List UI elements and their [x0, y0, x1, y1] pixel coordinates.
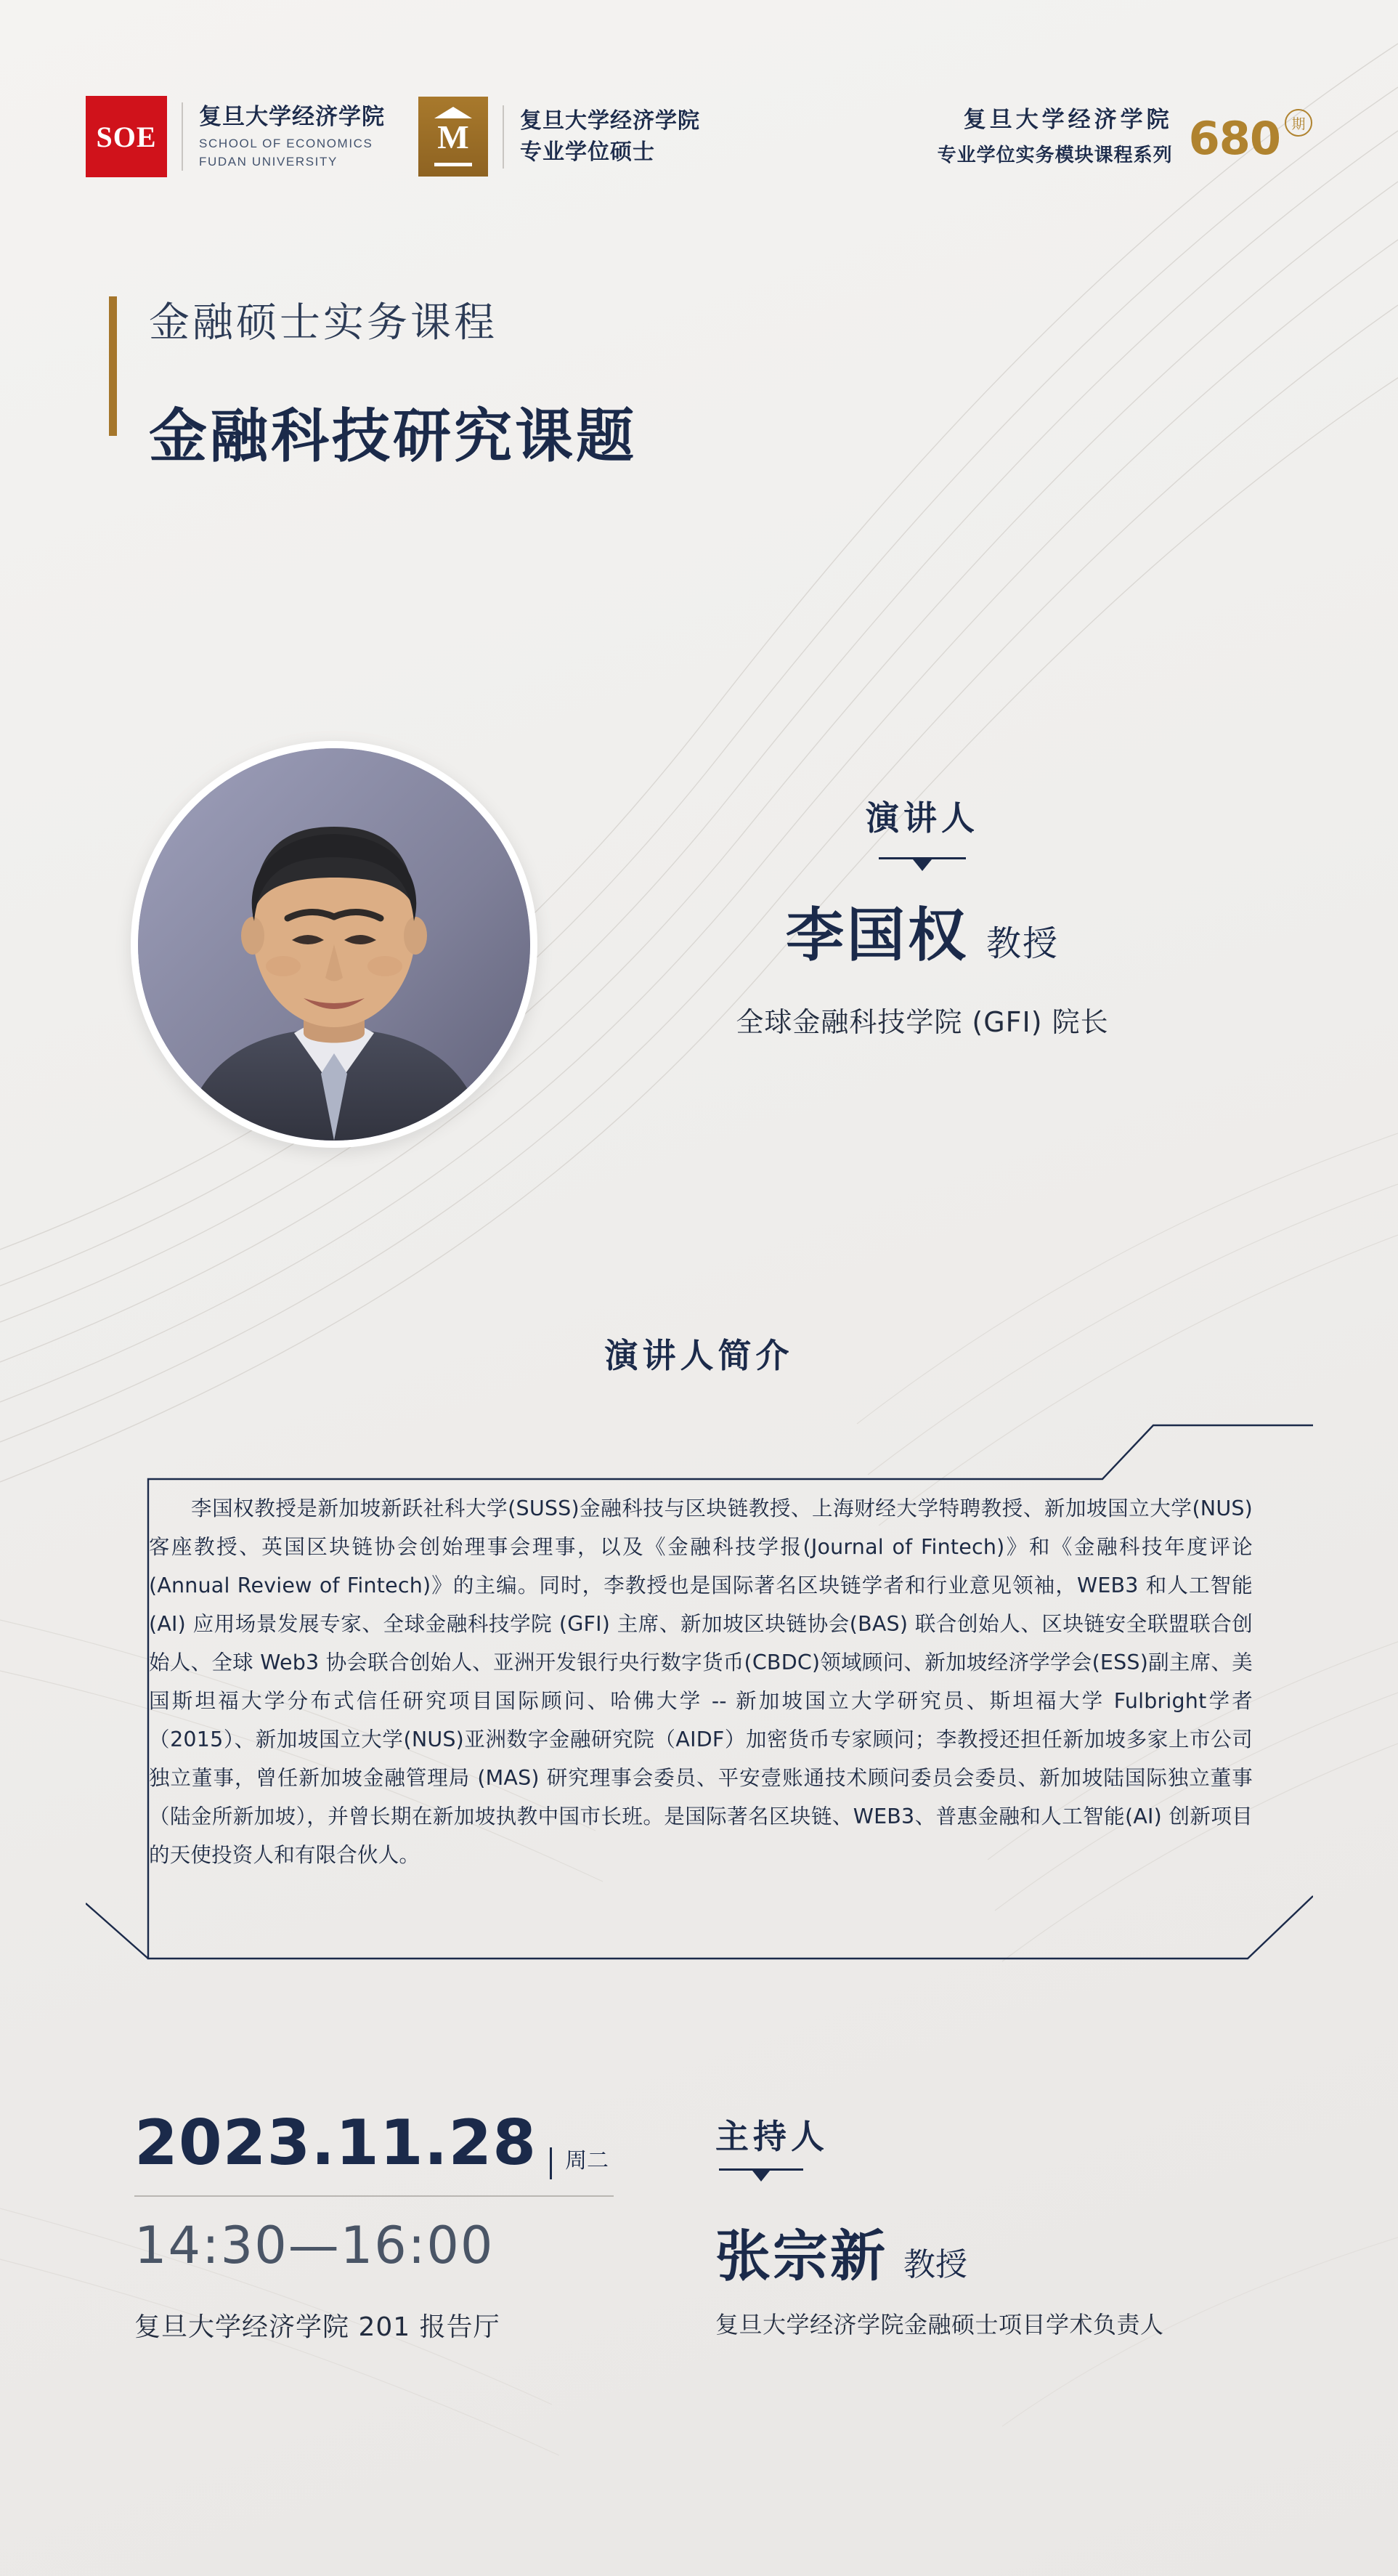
event-date: 2023.11.28	[134, 2107, 537, 2179]
event-time: 14:30—16:00	[134, 2216, 495, 2275]
speaker-label-divider	[879, 857, 966, 859]
soe-logo-en-line2: FUDAN UNIVERSITY	[199, 155, 338, 169]
soe-logo-mark: SOE	[86, 96, 167, 177]
soe-logo-cn-name: 复旦大学经济学院	[199, 104, 385, 131]
course-series-badge	[938, 103, 1312, 170]
speaker-section-label: 演讲人	[866, 798, 979, 838]
bio-text: 李国权教授是新加坡新跃社科大学(SUSS)金融科技与区块链教授、上海财经大学特聘教授、新加坡国立大学(NUS) 客座教授、英国区块链协会创始理事会理事，以及《金融科技学报(Journal of Fintech)》和《金融科技年度评论(Annual Review of Fintech)》的主编。同时，李教授也是国际著名区块链学者和行业意见领袖，WEB3 和人工智能 (AI) 应用场景发展专家、全球金融科技学院 (GFI) 主席、新加坡区块链协会(BAS) 联合创始人、区块链安全联盟联合创始人、全球 Web3 协会联合创始人、亚洲开发银行央行数字货币(CBDC)领域顾问、新加坡经济学学会(ESS)副主席、美国斯坦福大学分布式信任研究项目国际顾问、哈佛大学 -- 新加坡国立大学研究员、斯坦福大学 Fulbright学者（2015）、新加坡国立大学(NUS)亚洲数字金融研究院（AIDF）加密货币专家顾问；李教授还担任新加坡多家上市公司独立董事，曾任新加坡金融管理局 (MAS) 研究理事会委员、平安壹账通技术顾问委员会委员、新加坡陆国际独立董事（陆金所新加坡），并曾长期在新加坡执教中国市长班。是国际著名区块链、WEB3、普惠金融和人工智能(AI) 创新项目的天使投资人和有限合伙人。	[149, 1496, 1253, 1867]
event-weekday: 周二	[550, 2147, 609, 2179]
host-section-label: 主持人	[715, 2117, 829, 2156]
series-unit-badge: 期	[1285, 109, 1312, 137]
master-logo-mark	[418, 97, 488, 177]
series-line2: 专业学位实务模块课程系列	[937, 144, 1173, 166]
speaker-name-row	[603, 888, 1242, 972]
title-accent-bar	[109, 296, 117, 436]
host-name: 张宗新	[715, 2224, 887, 2288]
date-divider	[134, 2195, 614, 2197]
host-label-divider	[719, 2168, 803, 2171]
host-organization: 复旦大学经济学院金融硕士项目学术负责人	[715, 2311, 1164, 2338]
host-academic-title: 教授	[903, 2246, 967, 2283]
master-program-logo	[418, 97, 700, 177]
speaker-portrait-illustration	[138, 748, 530, 1141]
master-logo-text	[503, 105, 700, 169]
series-line1: 复旦大学经济学院	[963, 107, 1173, 134]
master-logo-glyph: M	[437, 118, 469, 155]
speaker-info	[603, 792, 1242, 1040]
soe-logo	[86, 94, 385, 179]
soe-logo-text	[182, 102, 385, 171]
event-date-row	[134, 2107, 609, 2179]
title-block	[109, 291, 637, 473]
master-logo-line2: 专业学位硕士	[520, 139, 655, 165]
host-name-row	[715, 2212, 967, 2291]
bio-heading: 演讲人简介	[604, 1336, 794, 1375]
soe-logo-en-line1: SCHOOL OF ECONOMICS	[199, 137, 373, 151]
series-number: 680	[1188, 111, 1280, 165]
course-series-text	[938, 103, 1173, 170]
page-title: 金融科技研究课题	[149, 402, 637, 470]
speaker-portrait	[131, 741, 537, 1148]
speaker-name: 李国权	[785, 902, 969, 969]
speaker-academic-title: 教授	[985, 923, 1059, 964]
poster-header	[86, 86, 1312, 187]
master-logo-line1: 复旦大学经济学院	[520, 108, 700, 134]
speaker-organization: 全球金融科技学院 (GFI) 院长	[736, 1006, 1109, 1038]
course-subtitle: 金融硕士实务课程	[149, 299, 497, 347]
event-venue: 复旦大学经济学院 201 报告厅	[134, 2312, 500, 2342]
